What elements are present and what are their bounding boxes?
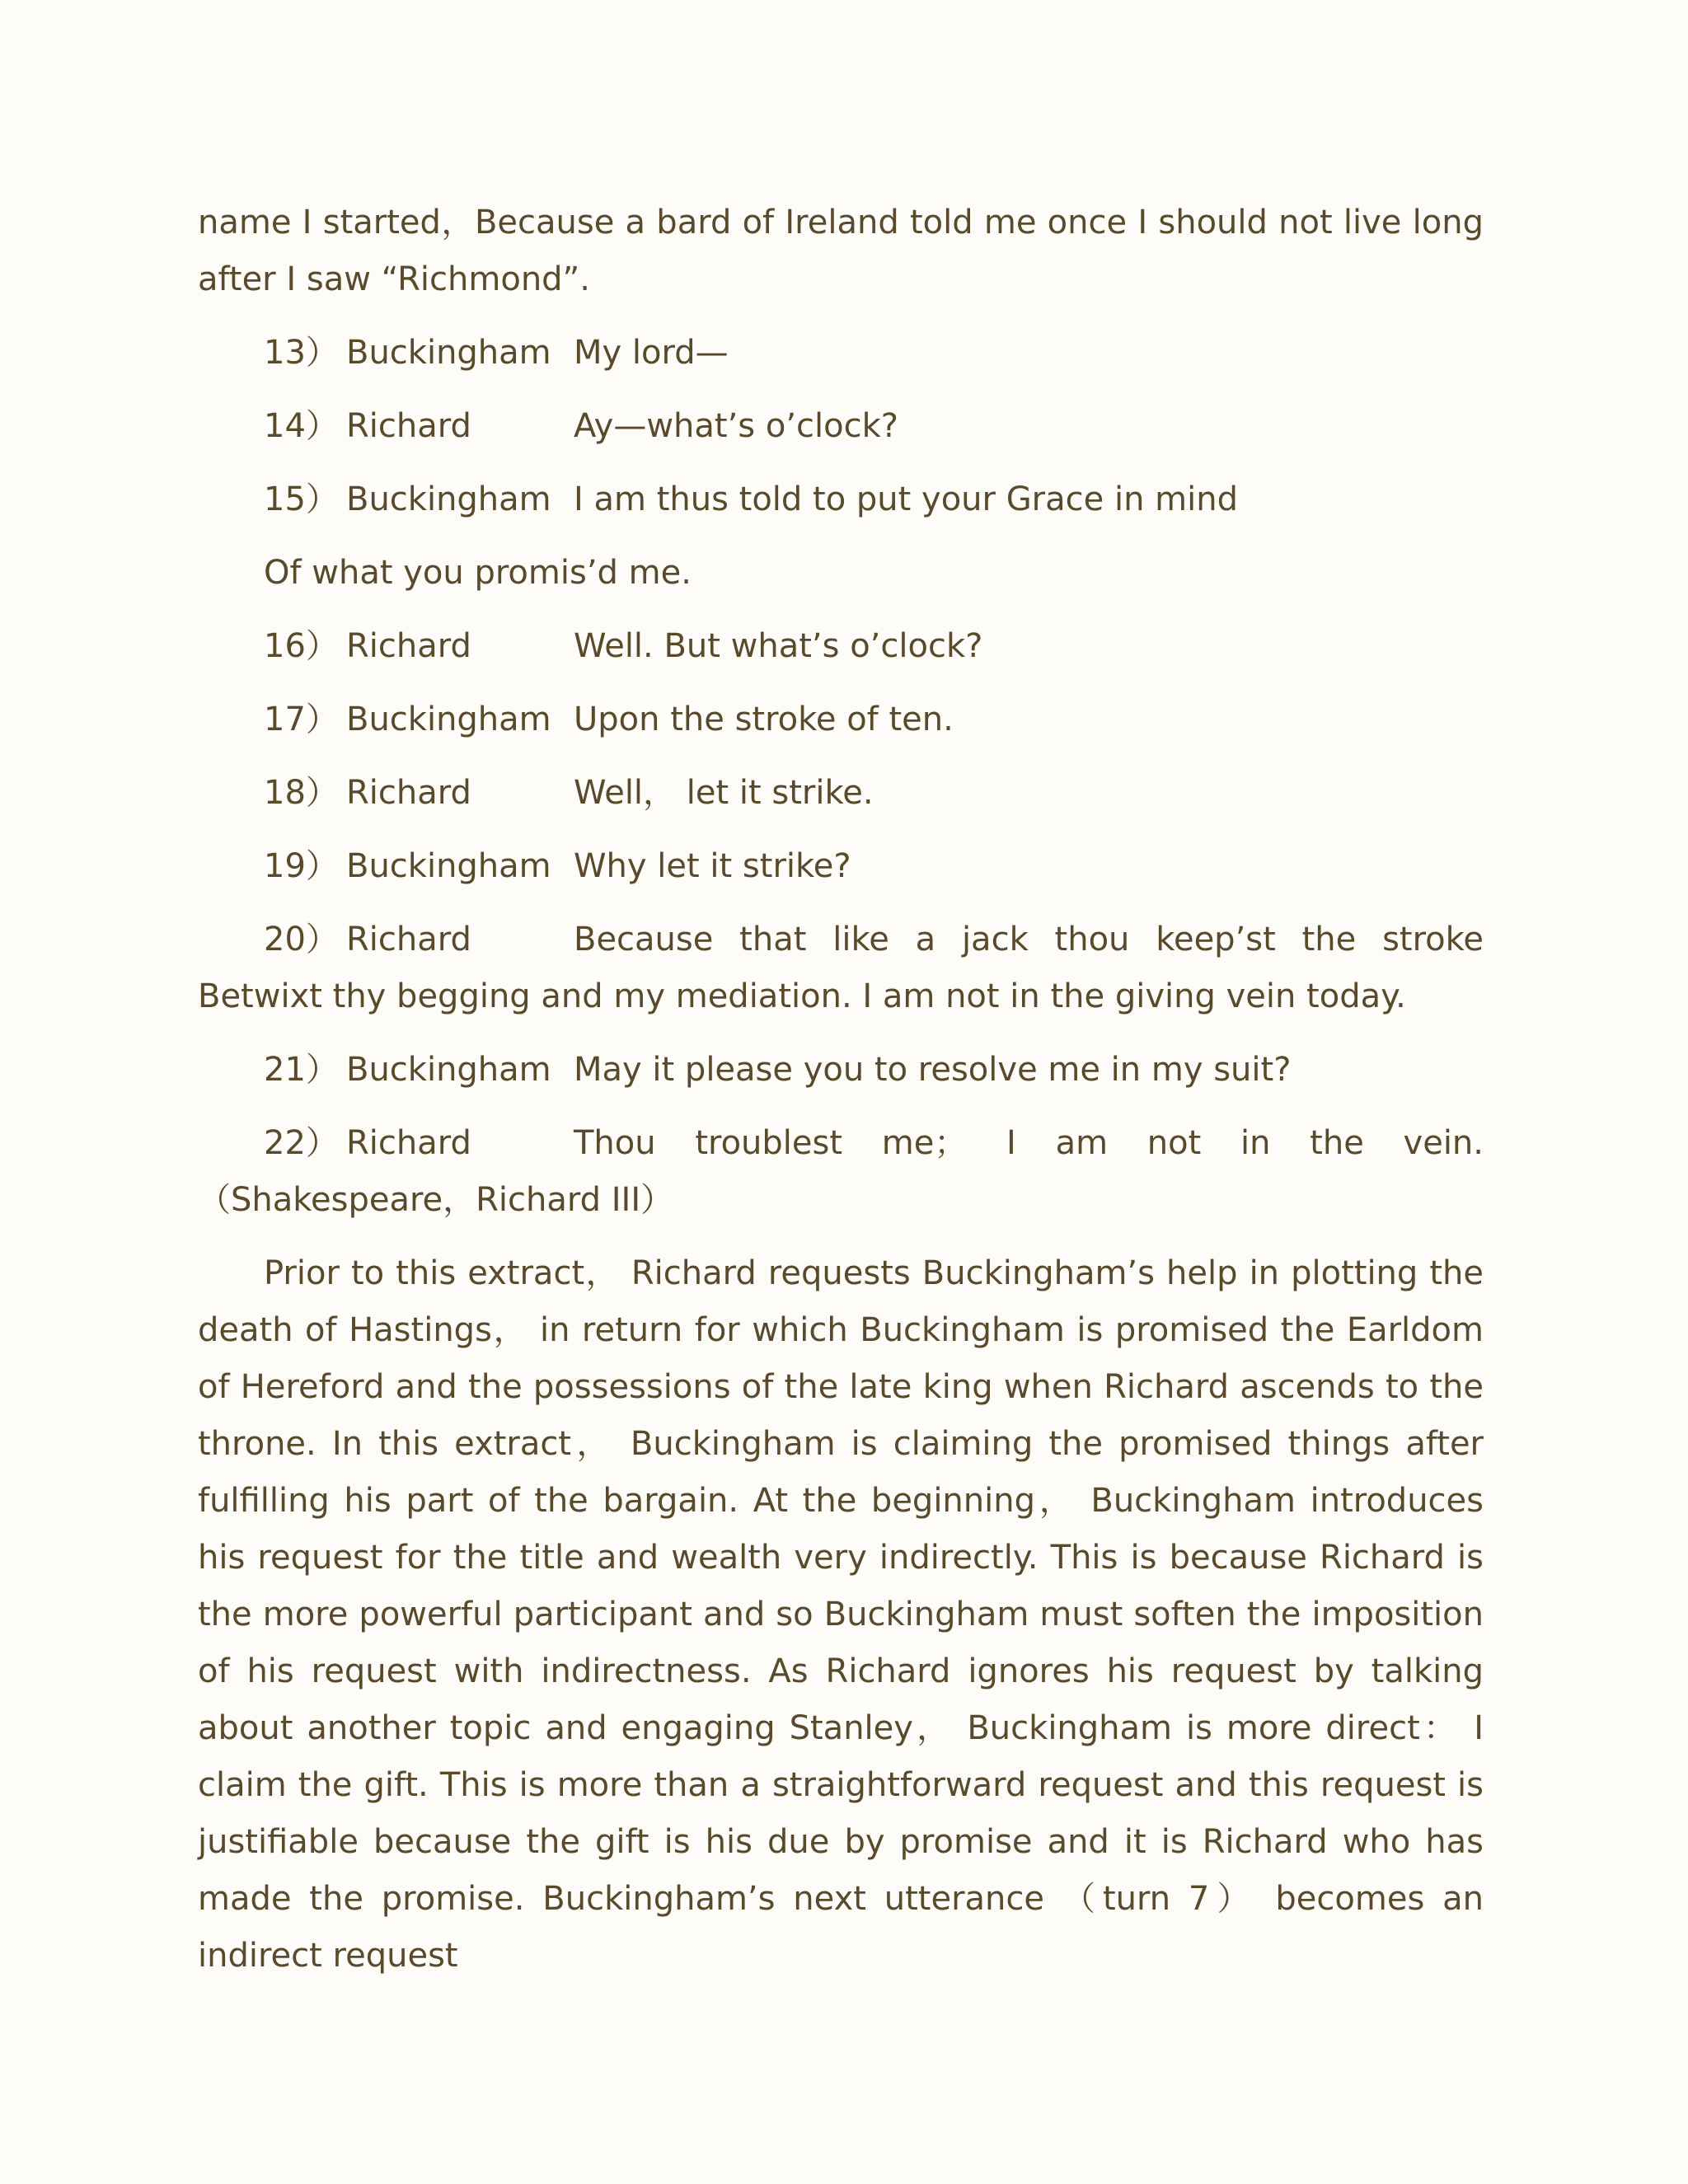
turn-utterance: Thou troublest me； I am not in the vein.（Shakespeare，Richard III）	[198, 1124, 1484, 1219]
turn-speaker: Buckingham	[346, 334, 551, 372]
turn-number: 22）	[264, 1124, 339, 1162]
turn-number: 19）	[264, 847, 339, 885]
turn-speaker: Richard	[346, 627, 471, 665]
dialogue-turn-22	[198, 1115, 1484, 1229]
document-page	[198, 194, 1484, 2001]
dialogue-turn-19	[264, 838, 1484, 895]
dialogue-turn-16	[264, 618, 1484, 675]
turn-utterance: Because that like a jack thou keep’st the stroke Betwixt thy begging and my mediation. I am not in the giving vein today.	[198, 921, 1484, 1015]
turn-utterance: Well. But what’s o’clock?	[574, 627, 983, 665]
turn-speaker: Buckingham	[346, 480, 551, 518]
turn-utterance: Upon the stroke of ten.	[574, 701, 954, 738]
turn-speaker: Richard	[346, 1124, 471, 1162]
turn-utterance: I am thus told to put your Grace in mind	[574, 480, 1238, 518]
opening-paragraph: name I started，Because a bard of Ireland told me once I should not live long after I saw “Richmond”.	[198, 204, 1484, 298]
dialogue-turn-15	[264, 471, 1484, 528]
turn-number: 17）	[264, 701, 339, 738]
turn-speaker: Buckingham	[346, 701, 551, 738]
turn-speaker: Richard	[346, 407, 471, 445]
turn-speaker: Richard	[346, 774, 471, 812]
turn-number: 20）	[264, 921, 339, 958]
turn-15-continuation: Of what you promis’d me.	[264, 554, 692, 592]
turn-utterance: My lord—	[574, 334, 729, 372]
dialogue-turn-20	[198, 912, 1484, 1025]
analysis-paragraph: Prior to this extract， Richard requests Buckingham’s help in plotting the death of Hastings， in return for which Buckingham is promised the Earldom of Hereford and the possessions of the late king when Richard ascends to the throne. In this extract， Buckingham is claiming the promised things after fulfilling his part of the bargain. At the beginning， Buckingham introduces his request for the title and wealth very indirectly. This is because Richard is the more powerful participant and so Buckingham must soften the imposition of his request with indirectness. As Richard ignores his request by talking about another topic and engaging Stanley， Buckingham is more direct： I claim the gift. This is more than a straightforward request and this request is justifiable because the gift is his due by promise and it is Richard who has made the promise. Buckingham’s next utterance （turn 7） becomes an indirect request	[198, 1254, 1484, 1975]
turn-number: 15）	[264, 480, 339, 518]
dialogue-turn-21	[264, 1042, 1484, 1099]
dialogue-turn-14	[264, 398, 1484, 455]
turn-speaker: Richard	[346, 921, 471, 958]
dialogue-turn-18	[264, 765, 1484, 822]
turn-number: 21）	[264, 1051, 339, 1089]
turn-number: 14）	[264, 407, 339, 445]
turn-number: 13）	[264, 334, 339, 372]
turn-utterance: Why let it strike?	[574, 847, 851, 885]
turn-number: 18）	[264, 774, 339, 812]
turn-utterance: Well， let it strike.	[574, 774, 874, 812]
dialogue-turn-13	[264, 325, 1484, 382]
turn-utterance: Ay—what’s o’clock?	[574, 407, 899, 445]
turn-number: 16）	[264, 627, 339, 665]
turn-speaker: Buckingham	[346, 1051, 551, 1089]
turn-speaker: Buckingham	[346, 847, 551, 885]
turn-utterance: May it please you to resolve me in my suit?	[574, 1051, 1292, 1089]
dialogue-turn-17	[264, 691, 1484, 748]
